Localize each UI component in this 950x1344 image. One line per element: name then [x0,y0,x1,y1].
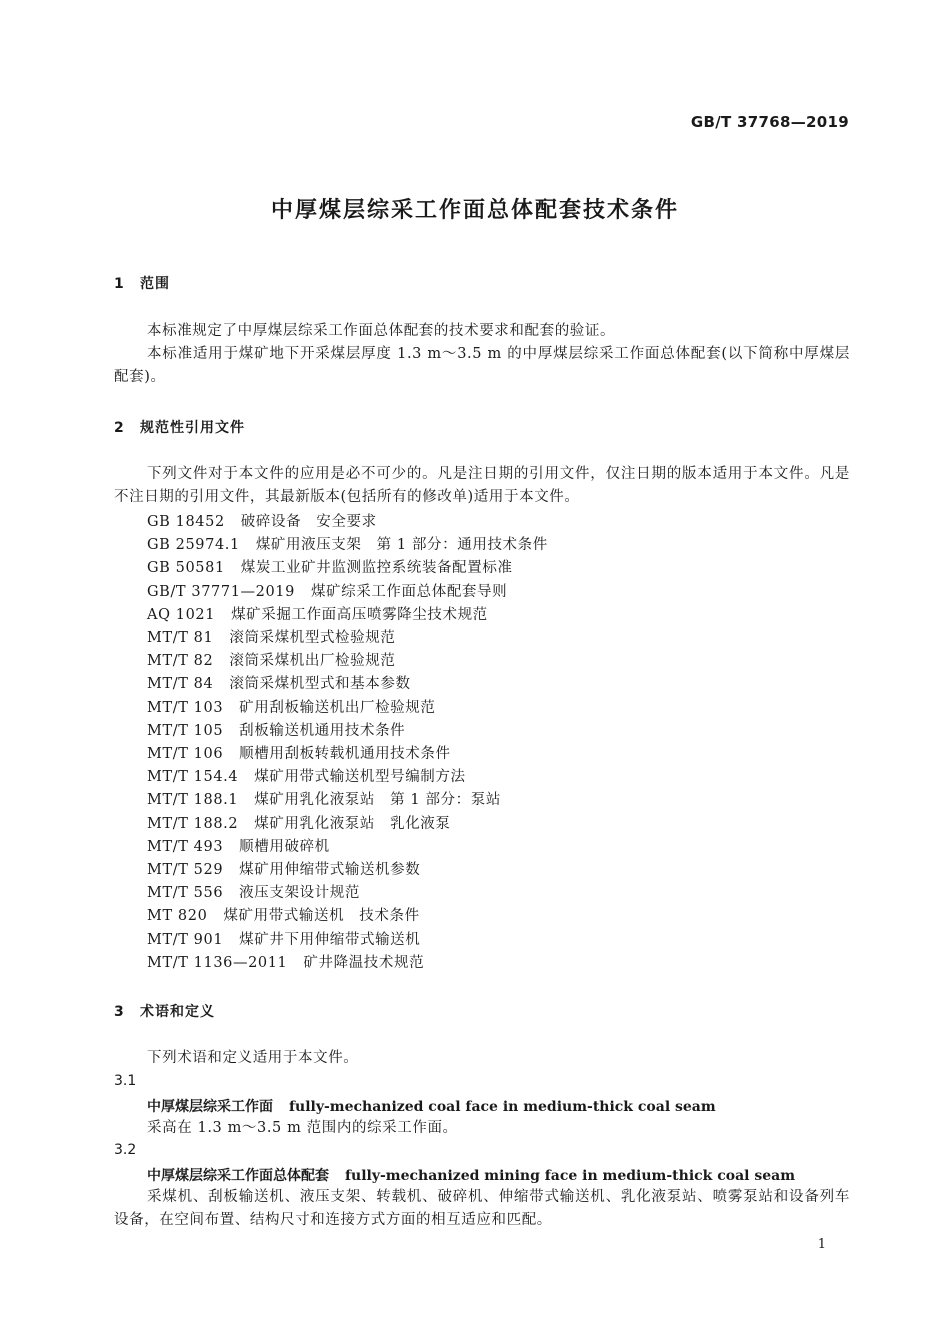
reference-item [147,533,548,554]
reference-title: 煤矿用乳化液泵站 乳化液泵 [254,815,451,832]
standard-number: GB/T 37768—2019 [690,113,849,131]
reference-title: 矿井降温技术规范 [303,954,425,971]
reference-code: AQ 1021 [147,606,216,623]
reference-title: 破碎设备 安全要求 [240,514,377,530]
reference-item [147,603,488,624]
term-chinese: 中厚煤层综采工作面 [147,1099,273,1115]
scope-paragraph-2: 本标准适用于煤矿地下开采煤层厚度 1.3 m～3.5 m 的中厚煤层综采工作面总体配套(以下简称中厚煤层配套)。 [114,346,850,385]
reference-code: MT/T 1136—2011 [147,954,288,971]
reference-code: MT/T 105 [147,722,224,739]
term-definition: 采煤机、刮板输送机、液压支架、转载机、破碎机、伸缩带式输送机、乳化液泵站、喷雾泵站和设备列车设备，在空间布置、结构尺寸和连接方式方面的相互适应和匹配。 [114,1189,850,1228]
section-number: 1 [114,276,125,292]
section-title: 范围 [140,276,170,292]
reference-item [147,835,330,856]
reference-title: 矿用刮板输送机出厂检验规范 [239,699,436,716]
reference-item [147,742,451,763]
reference-code: GB 25974.1 [147,537,240,554]
reference-title: 液压支架设计规范 [239,885,360,902]
reference-code: MT/T 84 [147,676,214,693]
section-number: 3 [114,1004,125,1020]
reference-title: 煤矿综采工作面总体配套导则 [310,583,508,600]
reference-title: 煤矿用带式输送机型号编制方法 [254,769,466,786]
reference-code: MT/T 103 [147,699,224,716]
reference-title: 煤矿井下用伸缩带式输送机 [239,931,421,948]
reference-code: GB 50581 [147,560,225,577]
reference-item [147,626,395,647]
reference-code: MT/T 901 [147,931,224,948]
reference-code: MT/T 82 [147,653,214,670]
term-heading [147,1165,795,1185]
reference-item [147,928,420,949]
reference-item [147,649,395,670]
reference-item [147,765,466,786]
term-chinese: 中厚煤层综采工作面总体配套 [147,1168,329,1184]
reference-item [147,904,420,925]
reference-code: GB/T 37771—2019 [147,583,295,600]
reference-item [147,812,451,833]
document-title: 中厚煤层综采工作面总体配套技术条件 [270,198,679,223]
section-1-heading [114,273,170,293]
term-english: fully-mechanized mining face in medium-thick coal seam [345,1168,796,1184]
reference-code: MT/T 493 [147,838,224,855]
section-title: 规范性引用文件 [140,420,245,436]
reference-item [147,696,435,717]
term-english: fully-mechanized coal face in medium-thick coal seam [289,1099,716,1115]
reference-code: MT/T 529 [147,862,224,878]
reference-code: MT/T 154.4 [147,769,239,786]
reference-code: MT 820 [147,908,208,925]
reference-title: 顺槽用刮板转载机通用技术条件 [239,746,451,762]
section-3-heading [114,1001,215,1021]
reference-title: 煤炭工业矿井监测监控系统装备配置标准 [240,560,513,577]
section-number: 2 [114,420,125,436]
reference-title: 刮板输送机通用技术条件 [239,722,406,739]
reference-item [147,788,501,809]
reference-title: 煤矿用伸缩带式输送机参数 [239,862,421,878]
term-definition: 采高在 1.3 m～3.5 m 范围内的综采工作面。 [147,1120,458,1136]
term-heading [147,1096,716,1116]
term-number: 3.1 [114,1073,137,1089]
section-2-heading [114,417,245,437]
reference-code: GB 18452 [147,514,225,530]
section-title: 术语和定义 [140,1004,215,1020]
reference-code: MT/T 188.1 [147,792,239,809]
reference-item [147,556,513,577]
reference-item [147,510,377,531]
reference-title: 顺槽用破碎机 [239,838,330,855]
reference-title: 滚筒采煤机型式检验规范 [229,630,396,646]
reference-title: 煤矿用带式输送机 技术条件 [223,908,420,925]
reference-item [147,719,405,740]
reference-item [147,580,507,601]
reference-item [147,951,424,972]
terms-intro: 下列术语和定义适用于本文件。 [147,1050,359,1066]
reference-item [147,881,360,902]
reference-code: MT/T 106 [147,746,224,762]
reference-item [147,858,420,879]
page-number: 1 [817,1237,826,1252]
reference-title: 滚筒采煤机出厂检验规范 [229,653,396,670]
reference-code: MT/T 81 [147,630,214,646]
reference-code: MT/T 188.2 [147,815,239,832]
reference-title: 煤矿采掘工作面高压喷雾降尘技术规范 [231,606,488,623]
reference-title: 滚筒采煤机型式和基本参数 [229,676,411,693]
reference-item [147,672,411,693]
reference-title: 煤矿用液压支架 第 1 部分：通用技术条件 [255,537,548,554]
reference-code: MT/T 556 [147,885,224,902]
scope-paragraph-1: 本标准规定了中厚煤层综采工作面总体配套的技术要求和配套的验证。 [147,323,616,339]
term-number: 3.2 [114,1142,137,1158]
references-intro: 下列文件对于本文件的应用是必不可少的。凡是注日期的引用文件，仅注日期的版本适用于本文件。凡是不注日期的引用文件，其最新版本(包括所有的修改单)适用于本文件。 [114,466,850,505]
reference-title: 煤矿用乳化液泵站 第 1 部分：泵站 [254,792,501,809]
